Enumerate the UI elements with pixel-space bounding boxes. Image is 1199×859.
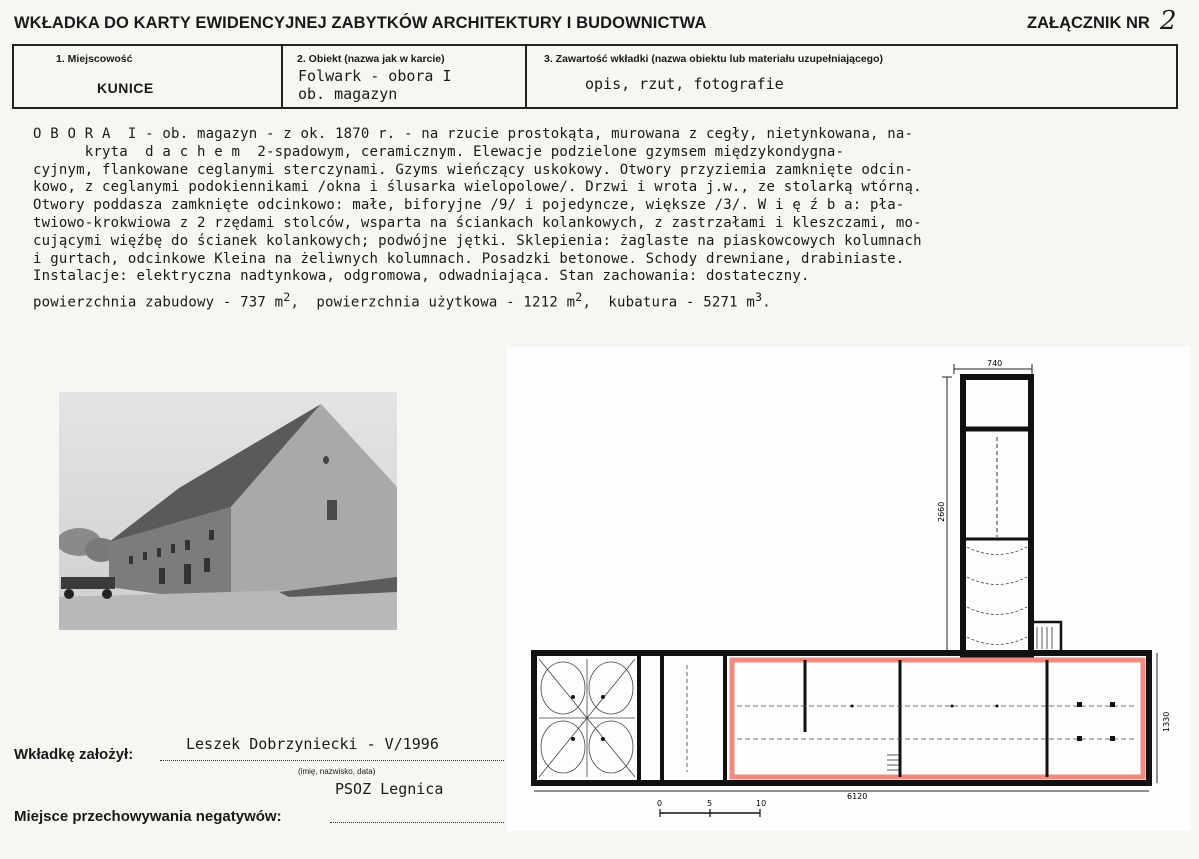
dim-right-label: 1330 bbox=[1162, 711, 1171, 732]
object-value-line1: Folwark - obora I bbox=[298, 67, 452, 85]
stair-steps bbox=[887, 755, 899, 770]
fields-left-border bbox=[12, 44, 14, 109]
area-usable: powierzchnia użytkowa - 1212 m bbox=[316, 294, 576, 311]
annex-number: 2 bbox=[1160, 6, 1177, 36]
negatives-dotted-line bbox=[330, 822, 504, 823]
description-line: Otwory poddasza zamknięte odcinkowo: małe, biforyjne /9/ i pojedyncze, większe /3/. W i ę ź b a: pła- bbox=[33, 197, 905, 214]
locality-value: KUNICE bbox=[97, 80, 154, 96]
description-line: twiowo-krokwiowa z 2 rzędami stolców, wsparta na ściankach kolankowych, z zastrzałami i kleszczami, mo- bbox=[33, 214, 922, 231]
stair-outline bbox=[1031, 622, 1061, 652]
description-line: kowo, z ceglanymi podokiennikami /okna i ślusarka wielopolowe/. Drzwi i wrota j.w., ze stolarką wtórną. bbox=[33, 179, 922, 196]
area-built: powierzchnia zabudowy - 737 m bbox=[33, 294, 284, 311]
founded-dotted-line bbox=[160, 760, 504, 761]
area-summary: powierzchnia zabudowy - 737 $m^2$, powierzchnia użytkowa - 1212 $m^2$, kubatura - 5271 $m^3$. bbox=[33, 290, 771, 311]
scale-label: 0 bbox=[657, 799, 663, 808]
vault-pattern bbox=[539, 659, 635, 777]
header-rule bbox=[12, 44, 1178, 46]
object-value-line2: ob. magazyn bbox=[298, 85, 398, 103]
fields-divider-2 bbox=[525, 44, 527, 109]
stair-steps bbox=[1037, 627, 1052, 649]
barn-photo-illustration bbox=[59, 392, 397, 630]
description-line: cującymi więźbę do ścianek kolankowych; podwójne jętki. Sklepienia: żaglaste na piaskowcowych kolumnach bbox=[33, 232, 922, 249]
storage-value: PSOZ Legnica bbox=[335, 780, 444, 798]
area-built-unit-exponent: 2 bbox=[283, 290, 291, 305]
scale-label: 10 bbox=[756, 799, 767, 808]
founded-caption: (imię, nazwisko, data) bbox=[298, 767, 376, 776]
highlighted-section bbox=[732, 660, 1143, 777]
form-title: WKŁADKA DO KARTY EWIDENCYJNEJ ZABYTKÓW ARCHITEKTURY I BUDOWNICTWA bbox=[14, 14, 707, 32]
annex-label: ZAŁĄCZNIK NR bbox=[1027, 14, 1150, 32]
dim-bottom-label: 6120 bbox=[847, 792, 868, 801]
founded-value: Leszek Dobrzyniecki - V/1996 bbox=[186, 735, 439, 753]
floor-plan bbox=[507, 347, 1191, 831]
dim-vertical-label: 2660 bbox=[937, 501, 946, 522]
description-line: Instalacje: elektryczna nadtynkowa, odgromowa, odwadniająca. Stan zachowania: dostateczny. bbox=[33, 268, 810, 285]
description-line: kryta d a c h e m 2-spadowym, ceramicznym. Elewacje podzielone gzymsem międzykondygna- bbox=[33, 143, 845, 160]
fields-right-border bbox=[1176, 44, 1178, 109]
description-line: i gurtach, odcinkowe Kleina na żeliwnych kolumnach. Posadzki betonowe. Schody drewniane, drabiniaste. bbox=[33, 250, 905, 267]
negatives-label: Miejsce przechowywania negatywów: bbox=[14, 808, 282, 825]
contents-label: 3. Zawartość wkładki (nazwa obiektu lub materiału uzupełniającego) bbox=[544, 53, 883, 65]
scale-label: 5 bbox=[707, 799, 713, 808]
object-description bbox=[33, 126, 1173, 313]
contents-value: opis, rzut, fotografie bbox=[585, 75, 784, 93]
volume-unit-exponent: 3 bbox=[755, 290, 763, 305]
building-photograph bbox=[59, 392, 397, 630]
floor-plan-drawing bbox=[507, 347, 1191, 831]
fields-bottom-rule bbox=[12, 107, 1178, 109]
area-usable-unit-exponent: 2 bbox=[575, 290, 583, 305]
fields-divider-1 bbox=[281, 44, 283, 109]
wing-vault-lines bbox=[967, 547, 1027, 645]
object-label: 2. Obiekt (nazwa jak w karcie) bbox=[297, 53, 445, 65]
columns bbox=[851, 702, 1116, 741]
volume: kubatura - 5271 m bbox=[608, 294, 756, 311]
description-line: O B O R A I - ob. magazyn - z ok. 1870 r. - na rzucie prostokąta, murowana z cegły, nietynkowana, na- bbox=[33, 126, 914, 142]
dim-top-label: 740 bbox=[987, 359, 1003, 368]
description-line: cyjnym, flankowane ceglanymi sterczynami. Gzyms wieńczący uskokowy. Otwory przyziemia zamknięte odcin- bbox=[33, 161, 914, 178]
founded-label: Wkładkę założył: bbox=[14, 746, 134, 763]
locality-label: 1. Miejscowość bbox=[56, 53, 133, 65]
